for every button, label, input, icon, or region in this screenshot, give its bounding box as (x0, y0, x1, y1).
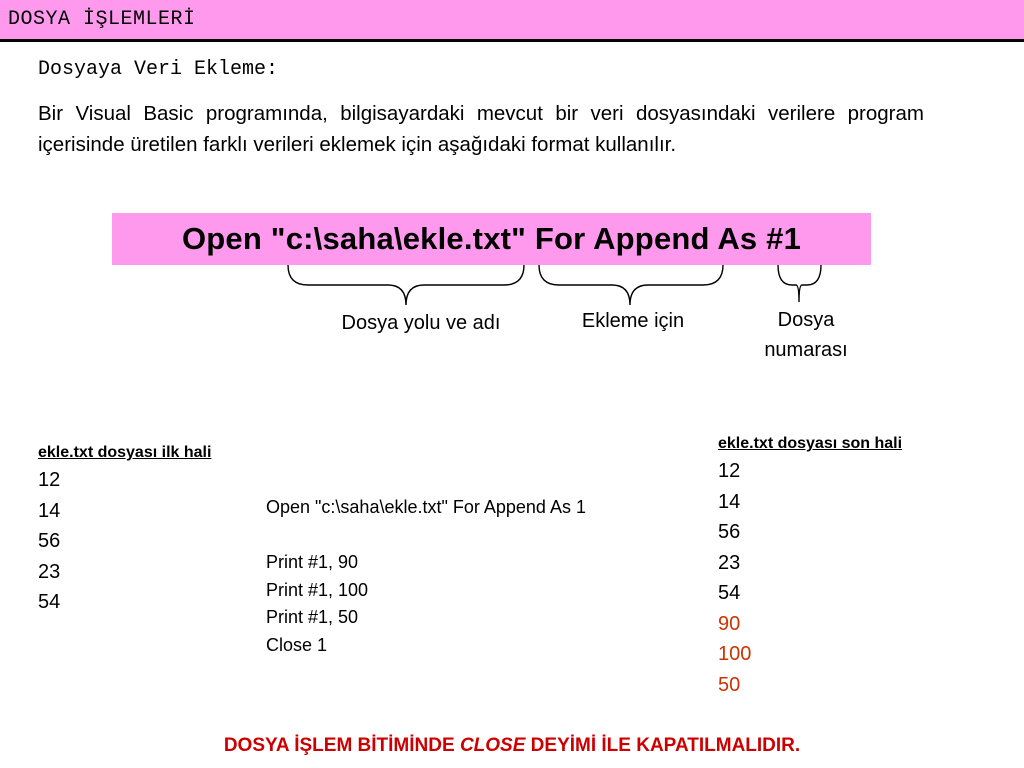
footer-warning (0, 735, 1024, 757)
initial-file-values (38, 465, 60, 618)
initial-file-title: ekle.txt dosyası ilk hali (38, 444, 212, 461)
final-file-values (718, 456, 751, 700)
code-block (266, 494, 586, 659)
code-line: Print #1, 100 (266, 579, 369, 600)
list-item: 56 (718, 521, 741, 543)
appended-item: 50 (718, 673, 741, 696)
code-line: Print #1, 50 (266, 607, 359, 627)
footer-text-after: DEYİMİ İLE KAPATILMALIDIR. (525, 735, 801, 756)
list-item: 23 (718, 551, 741, 574)
code-line: Close 1 (266, 634, 328, 655)
code-line (266, 522, 586, 550)
code-line: Open "c:\saha\ekle.txt" For Append As 1 (266, 497, 586, 517)
list-item: 23 (38, 560, 61, 583)
list-item: 54 (718, 582, 741, 604)
list-item: 12 (38, 469, 61, 491)
label-append: Ekleme için (581, 310, 685, 332)
list-item: 12 (718, 460, 741, 482)
final-file-title: ekle.txt dosyası son hali (718, 435, 903, 452)
list-item: 14 (718, 490, 741, 513)
syntax-statement: Open "c:\saha\ekle.txt" For Append As #1 (181, 221, 802, 256)
footer-text-before: DOSYA İŞLEM BİTİMİNDE (223, 735, 460, 756)
brace-append (539, 265, 723, 305)
brace-number (778, 265, 821, 302)
header-bar (0, 0, 1024, 42)
label-file-path: Dosya yolu ve adı (341, 312, 501, 334)
list-item: 14 (38, 499, 61, 522)
list-item: 54 (38, 591, 61, 613)
section-subtitle: Dosyaya Veri Ekleme: (38, 58, 279, 81)
brace-path (288, 265, 524, 305)
intro-paragraph: Bir Visual Basic programında, bilgisayardaki mevcut bir veri dosyasındaki verilere program içerisinde üretilen farklı verileri eklemek için aşağıdaki format kullanılır. (38, 102, 924, 156)
label-file-number: Dosya numarası (764, 309, 848, 361)
appended-item: 100 (718, 643, 752, 665)
list-item: 56 (38, 530, 61, 552)
code-line: Print #1, 90 (266, 552, 359, 572)
syntax-box (112, 213, 871, 265)
page-title: DOSYA İŞLEMLERİ (8, 8, 196, 31)
appended-item: 90 (718, 612, 741, 635)
footer-emphasis: CLOSE (459, 735, 526, 756)
